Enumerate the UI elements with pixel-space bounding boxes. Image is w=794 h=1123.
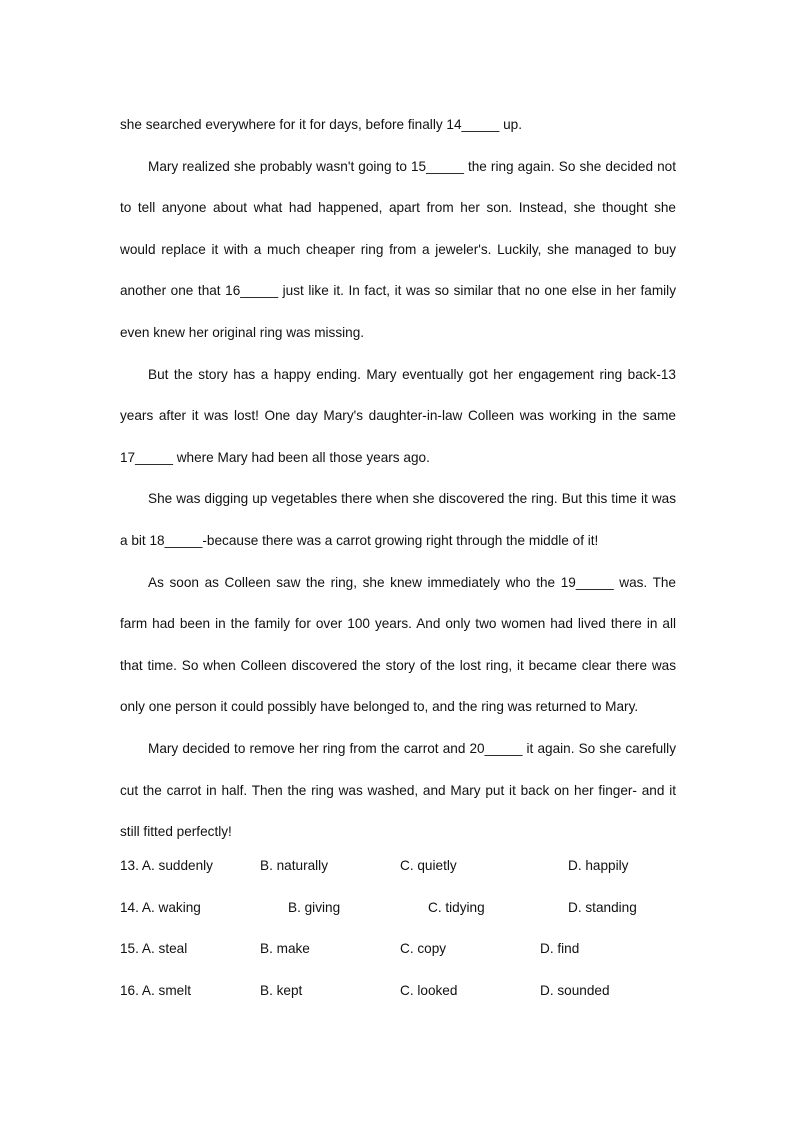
option-b: B. make bbox=[260, 941, 310, 956]
option-d: D. sounded bbox=[540, 982, 610, 998]
paragraph-5: As soon as Colleen saw the ring, she knew immediately who the 19_____ was. The farm had been in the family for over 100 years. And only two women had lived there in all that time. So when Colleen discovered the story of the lost ring, it became clear there was only one person it could possibly have belonged to, and the ring was returned to Mary. bbox=[120, 574, 676, 715]
option-b: B. naturally bbox=[260, 858, 329, 873]
paragraph-6: Mary decided to remove her ring from the carrot and 20_____ it again. So she carefully cut the carrot in half. Then the ring was washed, and Mary put it back on her finger- and it still fitted perfectly! bbox=[120, 740, 676, 840]
option-d: D. find bbox=[540, 941, 580, 956]
option-a: 13. A. suddenly bbox=[120, 858, 213, 873]
option-a: 15. A. steal bbox=[120, 941, 188, 956]
option-b: B. giving bbox=[288, 899, 341, 915]
answer-options bbox=[120, 845, 680, 1011]
option-c: C. quietly bbox=[400, 858, 457, 873]
paragraph-3: But the story has a happy ending. Mary eventually got her engagement ring back-13 years after it was lost! One day Mary's daughter-in-law Colleen was working in the same 17_____ where Mary had been all those years ago. bbox=[120, 366, 676, 465]
option-c: C. tidying bbox=[428, 899, 485, 915]
reading-passage bbox=[120, 104, 676, 853]
question-16-row bbox=[120, 970, 680, 1012]
option-d: D. happily bbox=[568, 858, 629, 873]
paragraph-2: Mary realized she probably wasn't going to 15_____ the ring again. So she decided not to tell anyone about what had happened, apart from her son. Instead, she thought she would replace it with a much cheaper ring from a jeweler's. Luckily, she managed to buy another one that 16_____ just like it. In fact, it was so similar that no one else in her family even knew her original ring was missing. bbox=[120, 158, 676, 340]
paragraph-1: she searched everywhere for it for days, before finally 14_____ up. bbox=[120, 117, 523, 132]
option-d: D. standing bbox=[568, 899, 637, 915]
option-c: C. looked bbox=[400, 982, 458, 998]
option-a: 16. A. smelt bbox=[120, 982, 192, 998]
question-15-row bbox=[120, 928, 680, 970]
option-b: B. kept bbox=[260, 982, 303, 998]
option-a: 14. A. waking bbox=[120, 899, 201, 915]
option-c: C. copy bbox=[400, 941, 447, 956]
question-14-row bbox=[120, 887, 680, 929]
question-13-row bbox=[120, 845, 680, 887]
paragraph-4: She was digging up vegetables there when she discovered the ring. But this time it was a bit 18_____-because there was a carrot growing right through the middle of it! bbox=[120, 491, 676, 548]
